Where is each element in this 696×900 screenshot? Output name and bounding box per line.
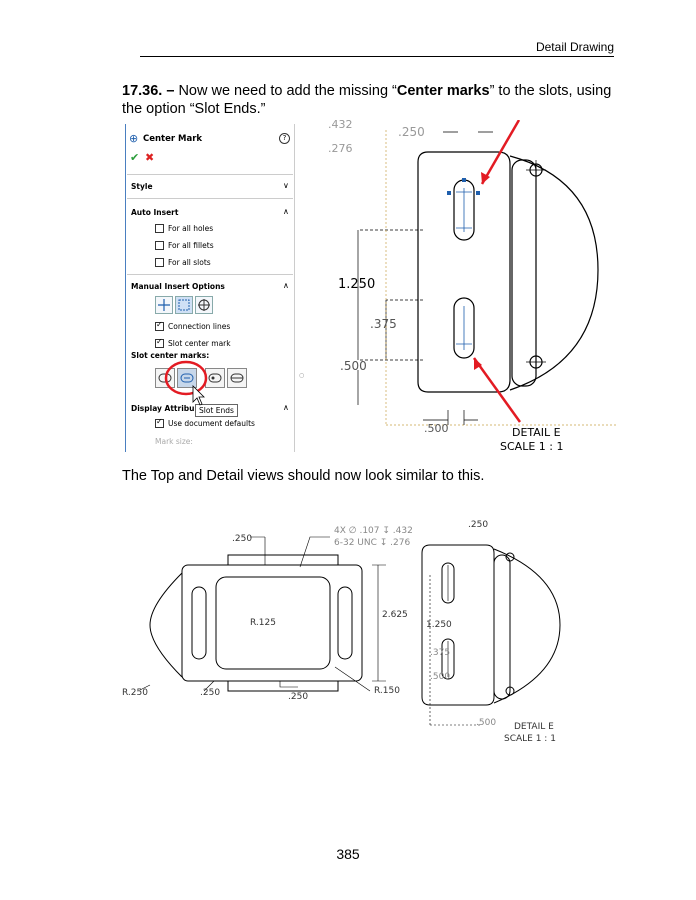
top-and-detail-views [120, 515, 620, 750]
upper-center-mark [456, 188, 472, 232]
detail-scale: SCALE 1 : 1 [500, 440, 564, 453]
red-highlight-circle [166, 362, 206, 394]
step-paragraph [122, 82, 614, 118]
dim-432: .432 [328, 120, 353, 131]
leaders-radius [140, 667, 370, 691]
manual-insert-section-label[interactable]: Manual Insert Options [131, 282, 225, 291]
dim-500-vertical: .500 [340, 359, 367, 373]
step-text-b: ” to the slots, using the option “Slot Ends.” [122, 83, 612, 117]
red-arrow-bottom [474, 358, 520, 422]
center-mark-icon: ⊕ [129, 132, 139, 145]
top-view-left-slot [192, 587, 206, 659]
dim-250-b: .250 [200, 688, 221, 698]
hole-note-1: 4X ∅ .107 ↧ .432 [334, 526, 413, 536]
dim-1250: 1.250 [338, 277, 376, 292]
dim-276: .276 [328, 142, 353, 155]
help-icon[interactable]: ? [279, 133, 290, 144]
leader-250 [250, 537, 265, 565]
panel-title: Center Mark [143, 134, 203, 144]
top-view-boss-bottom [228, 681, 338, 691]
hole-note-2: 6-32 UNC ↧ .276 [334, 538, 411, 548]
dim-500-a: .500 [430, 672, 451, 682]
detail-label-bottom: DETAIL E [514, 722, 554, 732]
for-all-fillets-label: For all fillets [168, 241, 214, 250]
extension-lines [358, 230, 423, 360]
slot-center-marks-label: Slot center marks: [131, 351, 210, 360]
chevron-up-icon[interactable]: ∧ [283, 403, 289, 412]
for-all-slots-label: For all slots [168, 258, 211, 267]
leader-hole-note [300, 537, 330, 567]
use-document-defaults-label: Use document defaults [168, 419, 255, 428]
detail-view-arc [494, 549, 560, 703]
dim-250-top: .250 [398, 125, 425, 139]
running-header: Detail Drawing [535, 40, 614, 54]
top-view-arc-left [150, 573, 182, 677]
style-section-label[interactable]: Style [131, 182, 153, 191]
detail-view-pocket [494, 555, 510, 699]
chevron-up-icon[interactable]: ∧ [283, 207, 289, 216]
detail-scale-bottom: SCALE 1 : 1 [504, 734, 556, 744]
dim-375: .375 [370, 317, 397, 331]
dim-375: .375 [430, 648, 451, 658]
dim-500-b: .500 [476, 718, 497, 728]
dim-1250: 1.250 [426, 620, 452, 630]
display-attributes-label[interactable]: Display Attribu [131, 404, 195, 413]
step-bold: Center marks [396, 83, 490, 99]
step-number: 17.36. – [122, 83, 175, 99]
detail-boundary [386, 130, 616, 425]
dim-r125: R.125 [250, 618, 276, 628]
connection-lines-label: Connection lines [168, 322, 231, 331]
for-all-holes-label: For all holes [168, 224, 214, 233]
dim-250-a: .250 [232, 534, 253, 544]
part-arc [510, 156, 598, 390]
detail-label: DETAIL E [512, 426, 561, 439]
chevron-down-icon[interactable]: ∨ [283, 181, 289, 190]
auto-insert-section-label[interactable]: Auto Insert [131, 208, 179, 217]
annotation-overlay [121, 124, 321, 454]
dim-250-c: .250 [288, 692, 309, 702]
side-pocket [512, 160, 536, 386]
cancel-x-icon[interactable]: ✖ [145, 151, 155, 164]
detail-e-top [298, 120, 616, 455]
caption-text: The Top and Detail views should now look similar to this. [122, 468, 485, 484]
slot-center-mark-label: Slot center mark [168, 339, 231, 348]
top-view-right-slot [338, 587, 352, 659]
dim-r250: R.250 [122, 688, 148, 698]
dim-500-horizontal: .500 [424, 422, 449, 435]
splitter-handle[interactable]: ○ [299, 372, 305, 379]
header-rule [140, 56, 614, 57]
lower-center-mark [456, 306, 472, 350]
ok-check-icon[interactable]: ✔ [130, 151, 140, 164]
slot-ends-tooltip: Slot Ends [195, 404, 238, 417]
dim-r150: R.150 [374, 686, 400, 696]
page-number: 385 [336, 846, 360, 862]
chevron-up-icon[interactable]: ∧ [283, 281, 289, 290]
top-view-boss-top [228, 555, 338, 565]
dim-250-d: .250 [468, 520, 489, 530]
step-text-a: Now we need to add the missing “ [174, 83, 397, 99]
mark-size-label: Mark size: [155, 437, 193, 446]
dim-2625: 2.625 [382, 610, 408, 620]
